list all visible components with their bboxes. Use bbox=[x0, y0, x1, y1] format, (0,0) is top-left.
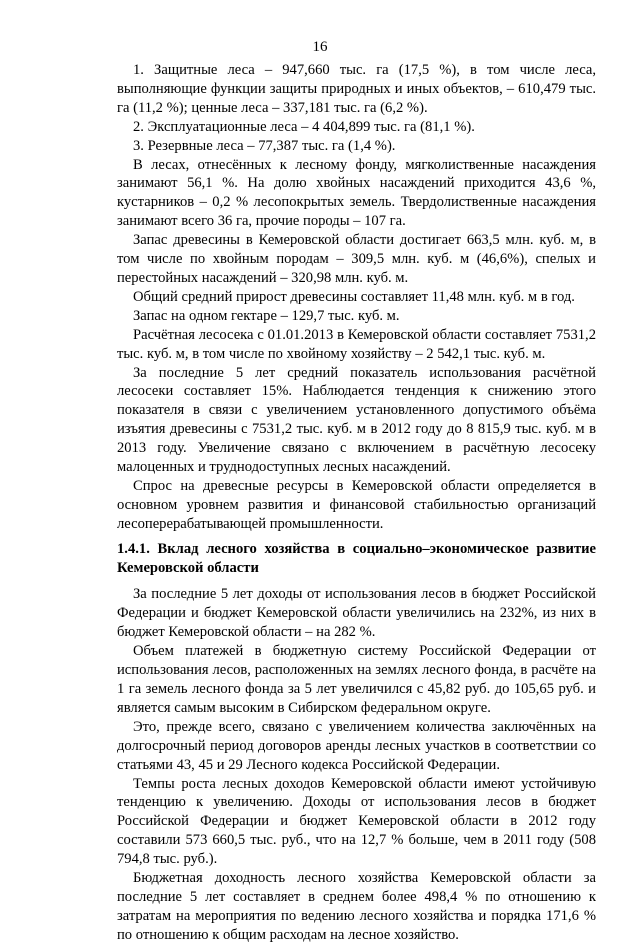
paragraph-lease-agreements: Это, прежде всего, связано с увеличением количества заключённых на долгосрочный период договоров аренды лесных участков в соответствии со статьями 43, 45 и 29 Лесного кодекса Российской Федерации. bbox=[117, 718, 596, 773]
paragraph-protective-forests: 1. Защитные леса – 947,660 тыс. га (17,5 %), в том числе леса, выполняющие функции защиты природных и иных объектов, – 610,479 тыс. га (11,2 %); ценные леса – 337,181 тыс. га (6,2 %). bbox=[117, 62, 596, 116]
section-heading: 1.4.1. Вклад лесного хозяйства в социально–экономическое развитие Кемеровской области bbox=[117, 540, 596, 576]
paragraph-allowable-cut: Расчётная лесосека с 01.01.2013 в Кемеровской области составляет 7531,2 тыс. куб. м, в том числе по хвойному хозяйству – 2 542,1 тыс. куб. м. bbox=[117, 326, 596, 362]
paragraph-budget-profitability: Бюджетная доходность лесного хозяйства Кемеровской области за последние 5 лет составляет в среднем более 498,4 % по отношению к затратам на мероприятия по ведению лесного хозяйства и порядка 171,6 % по отношению к общим расходам на лесное хозяйство. bbox=[117, 870, 596, 943]
paragraph-reserve-forests: 3. Резервные леса – 77,387 тыс. га (1,4 %). bbox=[133, 137, 396, 154]
paragraph-stock-per-hectare: Запас на одном гектаре – 129,7 тыс. куб. м. bbox=[133, 307, 400, 324]
paragraph-revenue-growth: За последние 5 лет доходы от использования лесов в бюджет Российской Федерации и бюджет Кемеровской области увеличились на 232%, из них в бюджет Кемеровской области – на 282 %. bbox=[117, 586, 596, 641]
paragraph-stand-composition: В лесах, отнесённых к лесному фонду, мягколиственные насаждения занимают 56,1 %. На долю хвойных насаждений приходится 43,6 %, кустарников – 0,2 % лесопокрытых земель. Твердолиственные насаждения занимают всего 36 га, прочие породы – 107 га. bbox=[117, 156, 596, 230]
paragraph-timber-stock: Запас древесины в Кемеровской области достигает 663,5 млн. куб. м, в том числе по хвойным породам – 309,5 млн. куб. м (46,6%), спелых и перестойных насаждений – 320,98 млн. куб. м. bbox=[117, 232, 596, 286]
paragraph-cut-usage: За последние 5 лет средний показатель использования расчётной лесосеки составляет 15%. Наблюдается тенденция к снижению этого показателя в связи с увеличением установленного допустимого объёма изъятия древесины с 7531,2 тыс. куб. м в 2012 году до 8 815,9 тыс. куб. м в 2013 году. Увеличение связано с включением в расчётную лесосеку малоценных и труднодоступных лесных насаждений. bbox=[117, 364, 596, 476]
paragraph-payments-per-hectare: Объем платежей в бюджетную систему Российской Федерации от использования лесов, расположенных на землях лесного фонда, в расчёте на 1 га земель лесного фонда за 5 лет увеличился с 45,82 руб. до 105,65 руб. и является самым высоким в Сибирском федеральном округе. bbox=[117, 643, 596, 716]
page-number: 16 bbox=[312, 39, 328, 55]
paragraph-exploitation-forests: 2. Эксплуатационные леса – 4 404,899 тыс. га (81,1 %). bbox=[133, 118, 475, 135]
paragraph-demand: Спрос на древесные ресурсы в Кемеровской области определяется в основном уровнем развития и финансовой стабильностью организаций лесоперерабатывающей промышленности. bbox=[117, 477, 596, 532]
paragraph-annual-growth: Общий средний прирост древесины составляет 11,48 млн. куб. м в год. bbox=[133, 288, 575, 305]
document-body bbox=[117, 61, 596, 945]
paragraph-revenue-trend: Темпы роста лесных доходов Кемеровской области имеют устойчивую тенденцию к увеличению. Доходы от использования лесов в бюджет Российской Федерации и бюджет Кемеровской области в 2012 году составили 573 660,5 тыс. руб., что на 12,7 % больше, чем в 2011 году (508 794,8 тыс. руб.). bbox=[117, 775, 596, 868]
